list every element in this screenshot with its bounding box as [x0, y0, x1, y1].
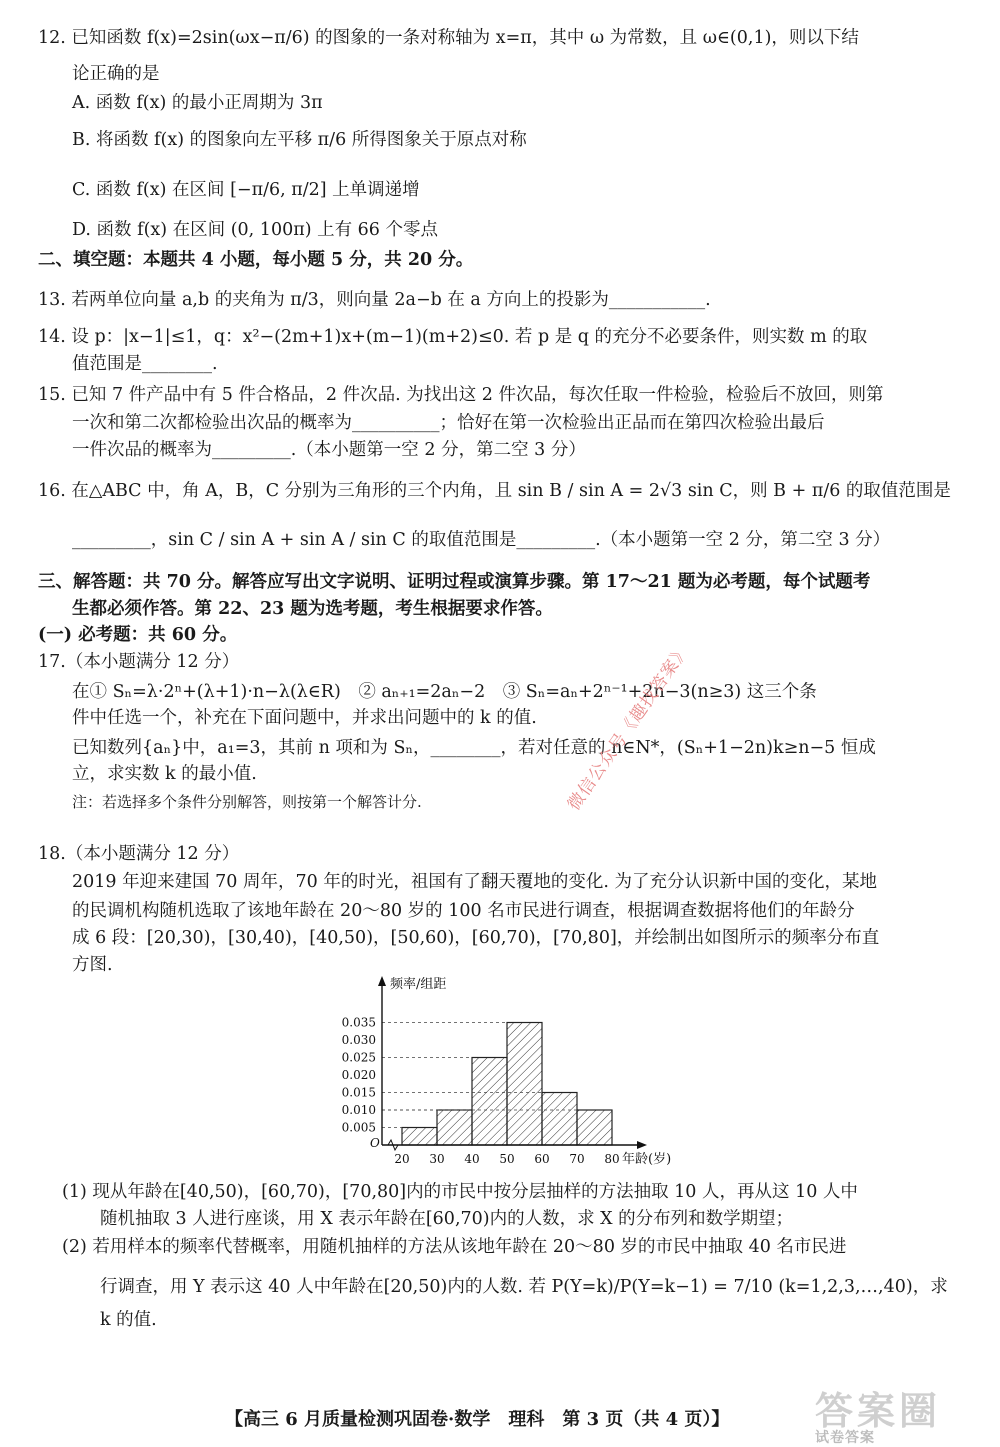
x-tick-label: 70 [569, 1152, 585, 1166]
y-tick-label: 0.020 [341, 1068, 376, 1082]
logo-text: 答案圈 [815, 1388, 942, 1433]
section-3a-heading: (一) 必考题：共 60 分。 [38, 625, 238, 645]
y-axis-label: 频率/组距 [390, 977, 447, 992]
q12-option-c: C. 函数 f(x) 在区间 [−π/6, π/2] 上单调递增 [72, 180, 420, 200]
section-2-heading: 二、填空题：本题共 4 小题，每小题 5 分，共 20 分。 [38, 250, 474, 270]
x-tick-label: 20 [394, 1152, 410, 1166]
x-tick-label: 60 [534, 1152, 550, 1166]
q12-option-a: A. 函数 f(x) 的最小正周期为 3π [72, 93, 323, 113]
x-tick-label: 50 [499, 1152, 515, 1166]
q17-line2: 件中任选一个，补充在下面问题中，并求出问题中的 k 的值. [72, 708, 537, 728]
histogram-bar [542, 1093, 577, 1146]
y-tick-label: 0.030 [341, 1033, 376, 1047]
q18-line3: 成 6 段：[20,30)，[30,40)，[40,50)，[50,60)，[60,70)，[70,80]，并绘制出如图所示的频率分布直 [72, 928, 880, 948]
x-tick-label: 80 [604, 1152, 620, 1166]
q18-part1-line1: (1) 现从年龄在[40,50)，[60,70)，[70,80]内的市民中按分层抽样的方法抽取 10 人，再从这 10 人中 [62, 1182, 858, 1202]
section-3-heading-cont: 生都必须作答。第 22、23 题为选考题，考生根据要求作答。 [72, 599, 553, 619]
q16-line1: 16. 在△ABC 中，角 A，B，C 分别为三角形的三个内角，且 sin B / sin A = 2√3 sin C，则 B + π/6 的取值范围是 [38, 481, 951, 501]
site-logo [815, 1380, 985, 1446]
x-tick-label: 40 [464, 1152, 480, 1166]
origin-label: O [370, 1136, 380, 1150]
q18-part2-line1: (2) 若用样本的频率代替概率，用随机抽样的方法从该地年龄在 20～80 岁的市民中抽取 40 名市民进 [62, 1237, 847, 1257]
q17-line1: 在① Sₙ=λ·2ⁿ+(λ+1)·n−λ(λ∈R) ② aₙ₊₁=2aₙ−2 ③ Sₙ=aₙ+2ⁿ⁻¹+2n−3(n≥3) 这三个条 [72, 682, 817, 702]
histogram-bar [507, 1023, 542, 1146]
q17-heading: 17.（本小题满分 12 分） [38, 652, 240, 672]
watermark-text: 微信公众号《趣找答案》 [564, 640, 695, 815]
q15-line2: 一次和第二次都检验出次品的概率为__________；恰好在第一次检验出正品而在第四次检验出最后 [72, 413, 825, 433]
histogram-bar [577, 1110, 612, 1145]
q16-line2: _________，sin C / sin A + sin A / sin C 的取值范围是_________.（本小题第一空 2 分，第二空 3 分） [72, 530, 891, 550]
page-footer: 【高三 6 月质量检测巩固卷·数学 理科 第 3 页（共 4 页）】 [225, 1409, 730, 1430]
logo-subtext: 试卷答案 [815, 1430, 875, 1446]
q17-line4: 立，求实数 k 的最小值. [72, 764, 257, 784]
q12-option-d: D. 函数 f(x) 在区间 (0, 100π) 上有 66 个零点 [72, 220, 438, 240]
q18-line2: 的民调机构随机选取了该地年龄在 20～80 岁的 100 名市民进行调查，根据调查数据将他们的年龄分 [72, 901, 855, 921]
q18-line4: 方图. [72, 955, 113, 975]
q18-heading: 18.（本小题满分 12 分） [38, 844, 240, 864]
q18-part2-line2: 行调查，用 Y 表示这 40 人中年龄在[20,50)内的人数. 若 P(Y=k)/P(Y=k−1) = 7/10 (k=1,2,3,…,40)，求 [100, 1277, 948, 1297]
q12-option-b: B. 将函数 f(x) 的图象向左平移 π/6 所得图象关于原点对称 [72, 130, 527, 150]
y-axis-arrow [378, 976, 386, 986]
x-axis-label: 年龄(岁) [622, 1152, 672, 1167]
q13: 13. 若两单位向量 a,b 的夹角为 π/3，则向量 2a−b 在 a 方向上的投影为___________. [38, 290, 711, 310]
q14-line1: 14. 设 p：|x−1|≤1，q：x²−(2m+1)x+(m−1)(m+2)≤0. 若 p 是 q 的充分不必要条件，则实数 m 的取 [38, 327, 868, 347]
q18-part2-line3: k 的值. [100, 1310, 157, 1330]
y-tick-label: 0.025 [341, 1050, 376, 1065]
y-tick-label: 0.010 [341, 1103, 376, 1117]
frequency-histogram [320, 970, 720, 1170]
q18-part1-line2: 随机抽取 3 人进行座谈，用 X 表示年龄在[60,70)内的人数，求 X 的分布列和数学期望； [100, 1209, 794, 1229]
q12-stem-cont: 论正确的是 [72, 64, 160, 84]
y-tick-label: 0.005 [341, 1120, 376, 1135]
q12-stem: 12. 已知函数 f(x)=2sin(ωx−π/6) 的图象的一条对称轴为 x=π，其中 ω 为常数，且 ω∈(0,1)，则以下结 [38, 28, 859, 48]
section-3-heading: 三、解答题：共 70 分。解答应写出文字说明、证明过程或演算步骤。第 17～21 题为必考题，每个试题考 [38, 572, 871, 592]
x-tick-label: 30 [429, 1152, 445, 1166]
q18-line1: 2019 年迎来建国 70 周年，70 年的时光，祖国有了翻天覆地的变化. 为了充分认识新中国的变化，某地 [72, 872, 877, 892]
x-axis-arrow [637, 1141, 647, 1149]
histogram-bar [472, 1058, 507, 1146]
q17-note: 注：若选择多个条件分别解答，则按第一个解答计分. [72, 793, 422, 811]
histogram-bar [437, 1110, 472, 1145]
y-tick-label: 0.015 [341, 1085, 376, 1100]
q14-line2: 值范围是________. [72, 354, 218, 374]
q15-line1: 15. 已知 7 件产品中有 5 件合格品，2 件次品. 为找出这 2 件次品，每次任取一件检验，检验后不放回，则第 [38, 385, 884, 405]
histogram-bar [402, 1128, 437, 1146]
q15-line3: 一件次品的概率为_________.（本小题第一空 2 分，第二空 3 分） [72, 440, 586, 460]
q17-line3: 已知数列{aₙ}中，a₁=3，其前 n 项和为 Sₙ，________，若对任意的 n∈N*，(Sₙ+1−2n)k≥n−5 恒成 [72, 738, 876, 758]
y-tick-label: 0.035 [341, 1015, 376, 1030]
